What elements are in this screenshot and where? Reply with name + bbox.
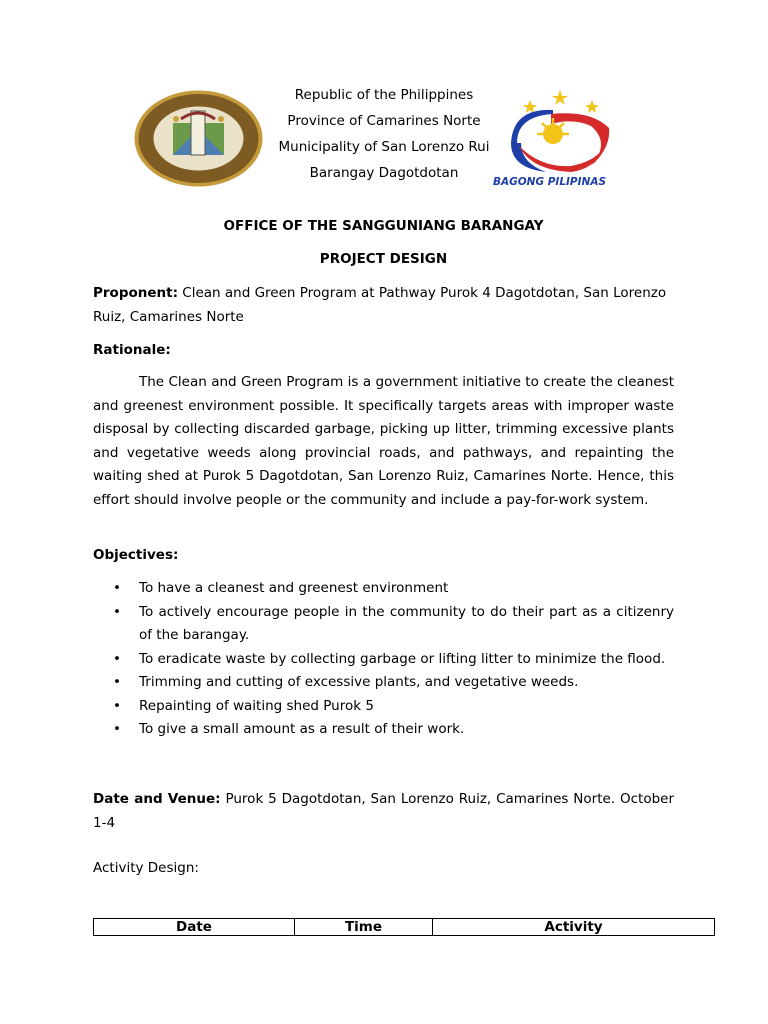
column-header-activity: Activity — [433, 919, 715, 936]
objective-item: • To eradicate waste by collecting garbage or lifting litter to minimize the flood. — [93, 648, 674, 672]
table-header-row — [94, 919, 715, 936]
column-header-date: Date — [94, 919, 295, 936]
proponent-text: Clean and Green Program at Pathway Purok 4 Dagotdotan, San Lorenzo Ruiz, Camarines Norte — [93, 285, 667, 325]
header-country: Republic of the Philippines — [294, 87, 474, 103]
column-header-time: Time — [295, 919, 433, 936]
office-title: OFFICE OF THE SANGGUNIANG BARANGAY — [223, 218, 544, 234]
activity-table — [93, 918, 715, 936]
objective-item: • To actively encourage people in the community to do their part as a citizenry of the barangay. — [93, 601, 674, 648]
bullet-icon: • — [113, 650, 121, 667]
letterhead — [264, 84, 504, 188]
proponent-label: Proponent: — [93, 285, 178, 301]
rationale-label: Rationale: — [93, 342, 171, 358]
rationale-text: The Clean and Green Program is a government initiative to create the cleanest and greenest environment possible. It specifically targets areas with improper waste disposal by collecting discarded garbage, picking up litter, trimming excessive plants and vegetative weeds along provincial roads, and pathways, and repainting the waiting shed at Purok 5 Dagotdotan, San Lorenzo Ruiz, Camarines Norte. Hence, this effort should involve people or the community and include a pay-for-work system. — [93, 374, 674, 508]
proponent-section — [93, 282, 674, 329]
objectives-list — [93, 577, 674, 742]
header-province: Province of Camarines Norte — [287, 113, 481, 129]
objectives-label: Objectives: — [93, 547, 179, 563]
header-municipality: Municipality of San Lorenzo Rui — [278, 139, 490, 155]
bullet-icon: • — [113, 603, 121, 620]
date-venue-section — [93, 788, 674, 835]
bagong-pilipinas-text: BAGONG PILIPINAS — [493, 176, 607, 188]
bullet-icon: • — [113, 697, 121, 714]
bullet-icon: • — [113, 674, 121, 690]
bagong-pilipinas-logo — [491, 88, 631, 188]
date-venue-label: Date and Venue: — [93, 791, 221, 807]
bullet-icon: • — [113, 580, 121, 596]
objective-item: • To give a small amount as a result of their work. — [93, 718, 674, 742]
activity-design-label: Activity Design: — [93, 860, 199, 876]
header-barangay: Barangay Dagotdotan — [309, 165, 459, 181]
bullet-icon: • — [113, 721, 121, 737]
objective-item: • To have a cleanest and greenest environment — [93, 577, 674, 601]
objective-item: • Repainting of waiting shed Purok 5 — [93, 695, 674, 719]
document-title: PROJECT DESIGN — [319, 251, 448, 267]
objective-item: • Trimming and cutting of excessive plants, and vegetative weeds. — [93, 671, 674, 695]
date-venue-text: Purok 5 Dagotdotan, San Lorenzo Ruiz, Camarines Norte. October 1-4 — [93, 791, 675, 831]
barangay-seal-logo — [133, 89, 264, 188]
